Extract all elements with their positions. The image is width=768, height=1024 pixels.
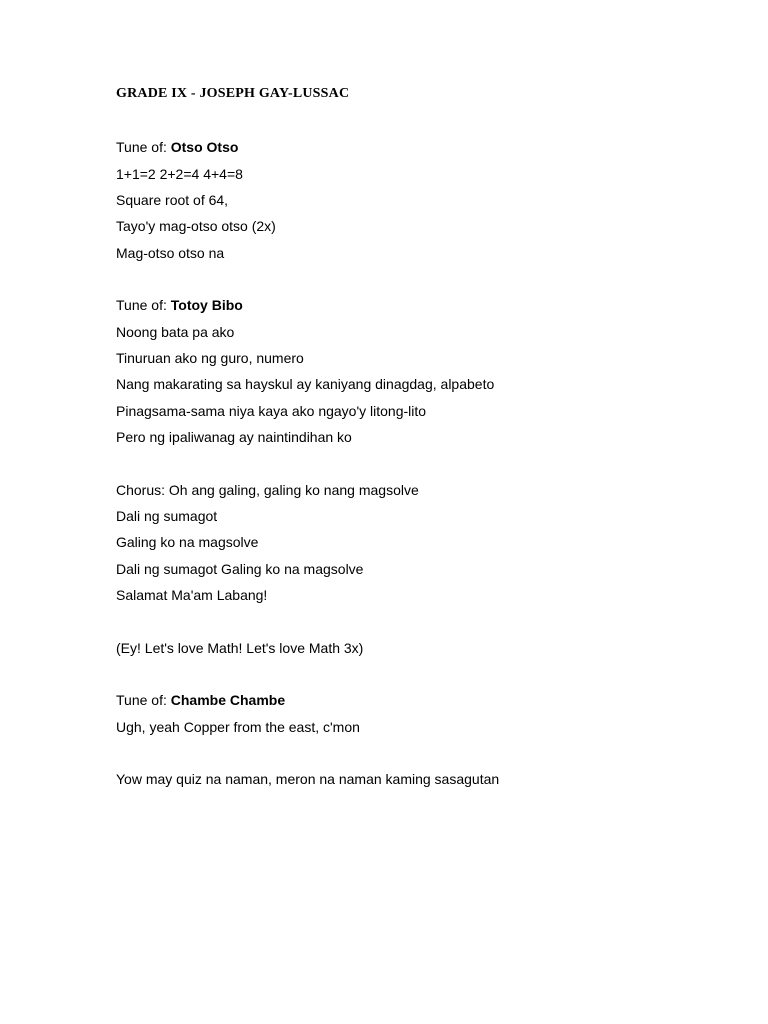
tune-name: Chambe Chambe	[170, 692, 286, 708]
tune-prefix: Tune of:	[116, 692, 167, 708]
lyric-line: Square root of 64,	[116, 192, 229, 208]
tune-heading-otso-otso	[116, 138, 238, 156]
lyric-line: Pinagsama-sama niya kaya ako ngayo'y litong-lito	[116, 403, 427, 419]
lyric-line: Mag-otso otso na	[116, 245, 225, 261]
lyric-line: Tayo'y mag-otso otso (2x)	[116, 218, 276, 234]
tune-prefix: Tune of:	[116, 139, 167, 155]
lyric-line: Salamat Ma'am Labang!	[116, 587, 268, 603]
lyric-line: Dali ng sumagot Galing ko na magsolve	[116, 561, 364, 577]
lyric-line: (Ey! Let's love Math! Let's love Math 3x)	[116, 640, 364, 656]
lyric-line: Galing ko na magsolve	[116, 534, 259, 550]
lyric-line: Noong bata pa ako	[116, 324, 235, 340]
tune-prefix: Tune of:	[116, 297, 167, 313]
lyric-line: 1+1=2 2+2=4 4+4=8	[116, 166, 243, 182]
tune-heading-totoy-bibo	[116, 296, 243, 314]
chorus-line: Chorus: Oh ang galing, galing ko nang magsolve	[116, 482, 419, 498]
lyric-line: Ugh, yeah Copper from the east, c'mon	[116, 719, 360, 735]
lyric-line: Nang makarating sa hayskul ay kaniyang dinagdag, alpabeto	[116, 376, 495, 392]
tune-name: Otso Otso	[170, 139, 239, 155]
lyric-line: Pero ng ipaliwanag ay naintindihan ko	[116, 429, 352, 445]
tune-heading-chambe-chambe	[116, 691, 285, 709]
tune-name: Totoy Bibo	[170, 297, 243, 313]
lyric-line: Dali ng sumagot	[116, 508, 218, 524]
document-title: GRADE IX - JOSEPH GAY-LUSSAC	[116, 86, 350, 101]
lyric-line: Tinuruan ako ng guro, numero	[116, 350, 304, 366]
lyric-line: Yow may quiz na naman, meron na naman kaming sasagutan	[116, 771, 500, 787]
